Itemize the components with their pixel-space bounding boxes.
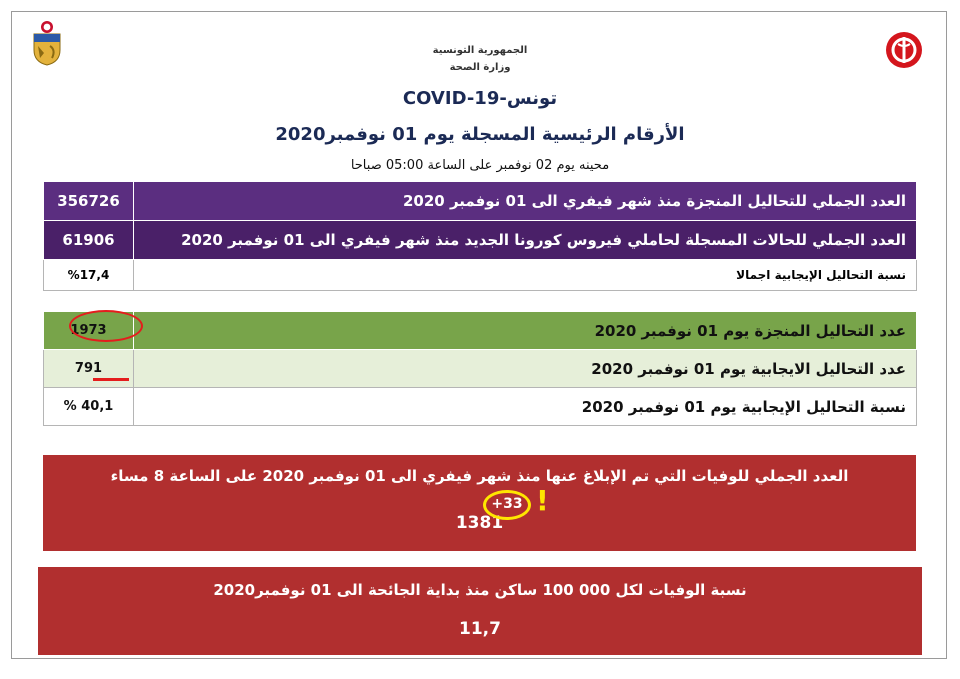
daily-table (43, 311, 917, 426)
total-tests-value: 356726 (44, 182, 134, 221)
ministry-health-logo-icon (884, 30, 924, 70)
death-rate-value: 11,7 (459, 619, 501, 639)
deaths-delta-badge: +33 (483, 490, 531, 520)
death-rate-label: نسبة الوفيات لكل 000 100 ساكن منذ بداية الجائحة الى 01 نوفمبر2020 (213, 581, 747, 599)
total-tests-label: العدد الجملي للتحاليل المنجزة منذ شهر فيفري الى 01 نوفمبر 2020 (134, 182, 917, 221)
cumulative-table (43, 181, 917, 291)
tunisia-coat-of-arms-icon (30, 20, 64, 66)
daily-positive-label: عدد التحاليل الايجابية يوم 01 نوفمبر 2020 (134, 350, 917, 388)
exclamation-annotation: ! (536, 484, 549, 517)
total-cases-label: العدد الجملي للحالات المسجلة لحاملي فيروس كورونا الجديد منذ شهر فيفري الى 01 نوفمبر 2020 (134, 221, 917, 260)
table-row (44, 388, 917, 426)
red-circle-annotation (69, 310, 143, 342)
update-timestamp: محينه يوم 02 نوفمبر على الساعة 05:00 صباحا (350, 158, 610, 173)
deaths-label: العدد الجملي للوفيات التي تم الإبلاغ عنها منذ شهر فيفري الى 01 نوفمبر 2020 على الساعة 8 مساء (110, 467, 849, 485)
daily-positivity-label: نسبة التحاليل الإيجابية يوم 01 نوفمبر 2020 (134, 388, 917, 426)
table-row (44, 182, 917, 221)
daily-tests-value: 1973 (44, 312, 134, 350)
total-positivity-value: %17,4 (44, 260, 134, 291)
table-row (44, 221, 917, 260)
deaths-value: 1381 (455, 513, 504, 533)
total-positivity-label: نسبة التحاليل الإيجابية اجمالا (134, 260, 917, 291)
daily-tests-label: عدد التحاليل المنجزة يوم 01 نوفمبر 2020 (134, 312, 917, 350)
daily-positive-value: 791 (44, 350, 134, 388)
main-title: COVID-19-تونس (402, 88, 558, 109)
total-cases-value: 61906 (44, 221, 134, 260)
table-row (44, 260, 917, 291)
death-rate-panel (38, 567, 922, 655)
ministry-header (380, 42, 580, 76)
daily-positivity-value: % 40,1 (44, 388, 134, 426)
report-subtitle: الأرقام الرئيسية المسجلة يوم 01 نوفمبر2020 (275, 124, 685, 145)
deaths-panel (43, 455, 916, 551)
table-row (44, 312, 917, 350)
red-underline-annotation (93, 378, 129, 381)
table-row (44, 350, 917, 388)
ministry-name: وزارة الصحة (449, 62, 511, 73)
republic-name: الجمهورية التونسية (432, 45, 528, 56)
